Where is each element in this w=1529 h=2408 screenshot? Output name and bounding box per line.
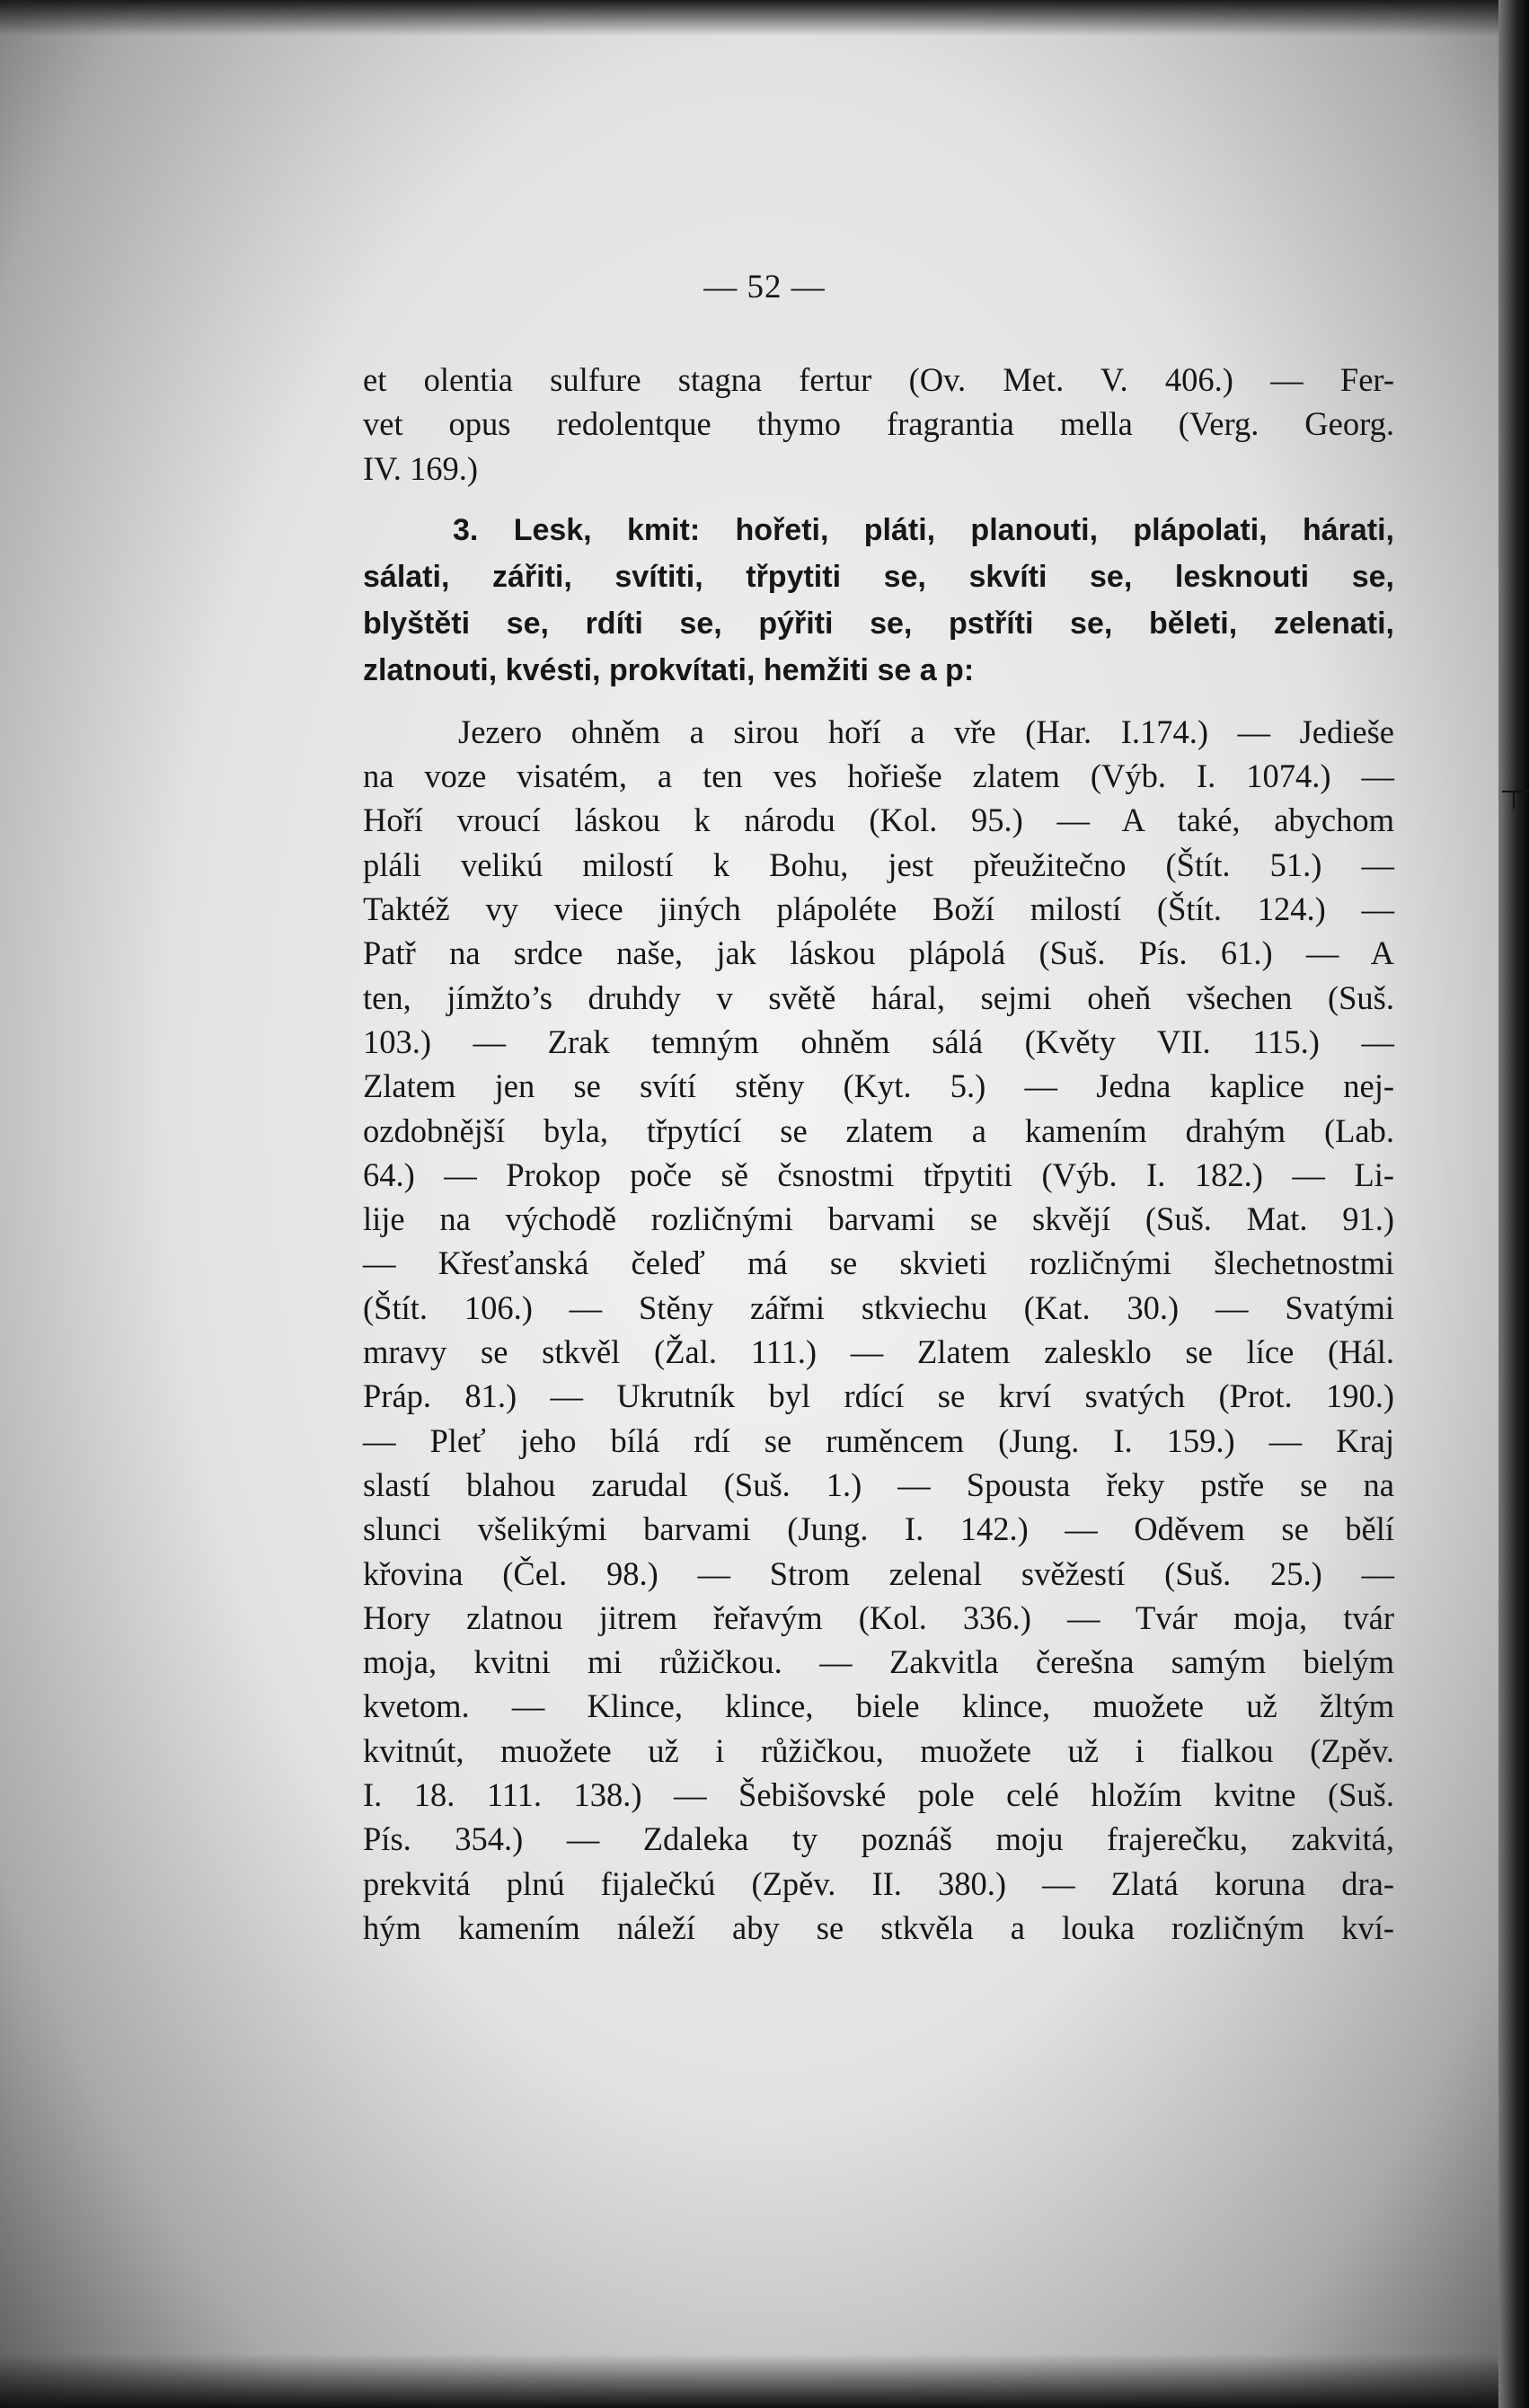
- text-line: Hoří vroucí láskou k národu (Kol. 95.) — A také, abychom: [363, 801, 1394, 839]
- text-line: — Křesťanská čeleď má se skvieti rozličnými šlechetnostmi: [363, 1244, 1394, 1282]
- text-line: slunci všelikými barvami (Jung. I. 142.) — Oděvem se bělí: [363, 1510, 1394, 1548]
- scan-right-edge: [1498, 0, 1529, 2408]
- text-line: na voze visatém, a ten ves hořieše zlatem (Výb. I. 1074.) —: [363, 757, 1394, 795]
- heading-line: sálati, zářiti, svítiti, třpytiti se, skvíti se, lesknouti se,: [363, 559, 1394, 594]
- text-line: moja, kvitni mi růžičkou. — Zakvitla čerešna samým bielým: [363, 1643, 1394, 1681]
- heading-line: blyštěti se, rdíti se, pýřiti se, pstříti se, běleti, zelenati,: [363, 606, 1394, 641]
- margin-tick-mark-vertical: [1513, 791, 1515, 809]
- text-line: vet opus redolentque thymo fragrantia mella (Verg. Georg.: [363, 405, 1394, 443]
- text-line: mravy se stkvěl (Žal. 111.) — Zlatem zalesklo se líce (Hál.: [363, 1333, 1394, 1371]
- text-line: Patř na srdce naše, jak láskou plápolá (Suš. Pís. 61.) — A: [363, 934, 1394, 972]
- page-body: [363, 358, 1394, 1950]
- heading-line: 3. Lesk, kmit: hořeti, pláti, planouti, plápolati, hárati,: [453, 512, 1394, 547]
- text-line: kvetom. — Klince, klince, biele klince, muožete už žltým: [363, 1687, 1394, 1725]
- paragraph-examples: [363, 710, 1394, 1950]
- text-line: Zlatem jen se svítí stěny (Kyt. 5.) — Jedna kaplice nej-: [363, 1067, 1394, 1105]
- text-line: slastí blahou zarudal (Suš. 1.) — Spousta řeky pstře se na: [363, 1465, 1394, 1503]
- text-line: ozdobnější byla, třpytící se zlatem a kamením drahým (Lab.: [363, 1111, 1394, 1149]
- text-line: Hory zlatnou jitrem řeřavým (Kol. 336.) — Tvár moja, tvár: [363, 1598, 1394, 1636]
- text-line: hým kamením náleží aby se stkvěla a louka rozličným kví-: [363, 1908, 1394, 1946]
- text-line: Pís. 354.) — Zdaleka ty poznáš moju frajerečku, zakvitá,: [363, 1820, 1394, 1858]
- text-line: (Štít. 106.) — Stěny zářmi stkviechu (Kat. 30.) — Svatými: [363, 1288, 1394, 1326]
- section-heading: [363, 507, 1394, 694]
- text-line: pláli velikú milostí k Bohu, jest přeužitečno (Štít. 51.) —: [363, 845, 1394, 883]
- text-line: 103.) — Zrak temným ohněm sálá (Květy VII. 115.) —: [363, 1023, 1394, 1060]
- text-line: 64.) — Prokop poče sě čsnostmi třpytiti (Výb. I. 182.) — Li-: [363, 1155, 1394, 1193]
- text-line: Taktéž vy viece jiných plápoléte Boží milostí (Štít. 124.) —: [363, 890, 1394, 928]
- text-line: kvitnút, muožete už i růžičkou, muožete už i fialkou (Zpěv.: [363, 1731, 1394, 1769]
- scan-top-shadow: [0, 0, 1529, 36]
- text-line: lije na východě rozličnými barvami se skvějí (Suš. Mat. 91.): [363, 1200, 1394, 1238]
- heading-line: zlatnouti, kvésti, prokvítati, hemžiti se a p:: [363, 652, 975, 687]
- text-line: ten, jímžto’s druhdy v světě háral, sejmi oheň všechen (Suš.: [363, 978, 1394, 1016]
- text-line: — Pleť jeho bílá rdí se ruměncem (Jung. I. 159.) — Kraj: [363, 1421, 1394, 1459]
- text-line: Práp. 81.) — Ukrutník byl rdící se krví svatých (Prot. 190.): [363, 1377, 1394, 1415]
- margin-tick-mark: [1502, 791, 1529, 792]
- text-line: et olentia sulfure stagna fertur (Ov. Met. V. 406.) — Fer-: [363, 361, 1394, 398]
- text-line: prekvitá plnú fijalečkú (Zpěv. II. 380.) — Zlatá koruna dra-: [363, 1864, 1394, 1902]
- text-line: Jezero ohněm a sirou hoří a vře (Har. I.174.) — Jedieše: [458, 713, 1394, 750]
- text-line: I. 18. 111. 138.) — Šebišovské pole celé hložím kvitne (Suš.: [363, 1776, 1394, 1814]
- text-line: IV. 169.): [363, 449, 479, 487]
- scan-bottom-shadow: [0, 2354, 1529, 2408]
- text-line: křovina (Čel. 98.) — Strom zelenal svěžestí (Suš. 25.) —: [363, 1554, 1394, 1592]
- paragraph-continuation: [363, 358, 1394, 491]
- page-number: — 52 —: [703, 269, 826, 305]
